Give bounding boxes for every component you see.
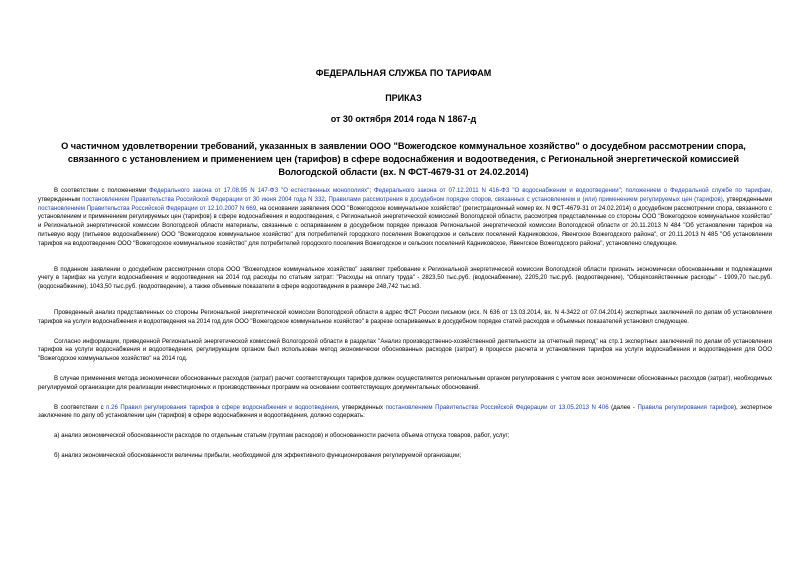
text: ; [369,187,374,194]
decree-link-406[interactable]: постановлением Правительства Российской Федерации от 13.05.2013 N 406 [385,403,609,411]
text: ; [620,187,626,194]
text: , [324,195,329,203]
list-item-b: б) анализ экономической обоснованности величины прибыли, необходимой для эффективного функционирования регулируемой организации; [54,451,462,459]
document-title: О частичном удовлетворении требований, указанных в заявлении ООО "Вожегодское коммунальное хозяйство" о досудебном рассмотрении спора, связанного с установлением и применением цен (тарифов) в сфере водоснабжения и водоотведения, с Региональной энергетической комиссией Вологодской области (вх. N ФСТ-4679-31 от 24.02.2014) [61,141,746,177]
document-body [38,187,772,472]
paragraph-preamble [38,187,772,249]
list-item-a: а) анализ экономической обоснованности расходов по отдельным статьям (группам расходов) и обоснованности расчета объема отпуска товаров, работ, услуг; [54,432,510,440]
rules-link-disputes[interactable]: Правилами рассмотрения в досудебном порядке споров, связанных с установлением и (или) применением регулируемых цен (тарифов) [328,195,723,203]
text: , утвержденных [337,403,386,411]
document-type: ПРИКАЗ [385,93,422,103]
decree-link-669[interactable]: постановлением Правительства Российской Федерации от 12.10.2007 N 669 [38,204,257,212]
text: , на основании заявления ООО "Вожегодское коммунальное хозяйство" (регистрационный номер вх. N ФСТ-4679-31 от 24.02.2014) о досудебном рассмотрении спора, связанного с установлением и применением регулируемых цен (тарифов) в сфере водоснабжения и водоотведения, с Региональной энергетической комиссией Вологодской области, рассмотрев представленные со стороны ООО "Вожегодское коммунальное хозяйство" и Региональной энергетической комиссии Вологодской области материалы, связанные с оспариванием в досудебном порядке приказов Региональной энергетической комиссии Вологодской области от 20.11.2013 N 484 "Об установлении тарифов на питьевую воду (питьевое водоснабжение) ООО "Вожегодское коммунальное хозяйство" для потребителей городского поселения Вожегодское и сельских поселений Кадниковское, Явенгское Вожегодского района", от 20.11.2013 N 485 "Об установлении тарифов на водоотведение ООО "Вожегодское коммунальное хозяйство" для потребителей городского поселения Вожегодское и сельских поселений Кадниковское, Явенгское Вожегодского района", установлено следующее. [38,204,772,247]
law-link-416fz[interactable]: Федерального закона от 07.12.2011 N 416-ФЗ "О водоснабжении и водоотведении" [374,187,621,194]
rules-link-p26[interactable]: п.26 Правил регулирования тарифов в сфере водоснабжения и водоотведения [106,403,338,411]
text: , утвержденными [722,195,772,203]
paragraph-method: Согласно информации, приведенной Региональной энергетической комиссией Вологодской области в разделах "Анализ производственно-хозяйственной деятельности за отчетный период" на стр.1 экспертных заключений по делам об установлении тарифов на услуги водоснабжения и водоотведения, регулирующим органом был использован метод экономически обоснованных расходов (затрат) в процессе расчета и установления тарифов на услуги водоснабжения и водоотведения для ООО "Вожегодское коммунальное хозяйство" на 2014 год. [38,337,772,363]
text: (далее - [608,403,638,411]
paragraph-analysis: Проведенный анализ представленных со стороны Региональной энергетической комиссии Вологодской области в адрес ФСТ России письмом (исх. N 636 от 13.03.2014, вх. N 4-3422 от 07.04.2014) экспертных заключений по делам об установлении тарифов на услуги водоснабжения и водоотведения на 2014 год для ООО "Вожегодское коммунальное хозяйство" в разрезе оспариваемых в досудебном порядке статей расходов и объемных показателей установил следующее. [38,308,772,325]
text: , утвержденным [38,187,773,203]
law-link-147fz[interactable]: Федерального закона от 17.08.95 N 147-ФЗ "О естественных монополиях" [149,187,370,194]
decree-link-332[interactable]: постановлением Правительства Российской Федерации от 30 июня 2004 года N 332 [82,195,325,203]
regulation-link-fst[interactable]: положением о Федеральной службе по тарифам [625,187,771,194]
paragraph-claim: В поданном заявлении о досудебном рассмотрении спора ООО "Вожегодское коммунальное хозяйство" заявляет требование к Региональной энергетической комиссии Вологодской области признать экономически обоснованными и подлежащими учету в тарифах на услуги водоснабжения и водоотведения на 2014 год расходы по статьям затрат: "Расходы на оплату труда" - 2823,50 тыс.руб. (водоснабжение), 2205,20 тыс.руб. (водоотведение), "Общехозяйственные расходы" - 1909,70 тыс.руб. (водоснабжение), 1043,50 тыс.руб. (водоотведение), а также объемные показатели в сфере водоотведения в размере 248,742 тыс.м3. [38,265,772,291]
agency-name: ФЕДЕРАЛЬНАЯ СЛУЖБА ПО ТАРИФАМ [315,68,492,78]
paragraph-calculation: В случае применения метода экономически обоснованных расходов (затрат) расчет соответствующих тарифов должен осуществляется региональным органом регулирования с учетом всех экономически обоснованных расходов (затрат), необходимых регулируемой организации для реализации инвестиционных и производственных программ на основании соответствующих документальных обоснований. [38,374,772,391]
paragraph-requirements [38,404,772,422]
rules-link-tariffs[interactable]: Правила регулирования тарифов [637,403,735,411]
text: В соответствии с [54,403,107,411]
text: ), экспертное заключение по делу об установлении цен (тарифов) в сфере водоснабжения и водоотведения, должно содержать: [38,403,773,420]
document-date: от 30 октября 2014 года N 1867-д [330,114,477,124]
text: В соответствии с положениями [54,187,150,194]
